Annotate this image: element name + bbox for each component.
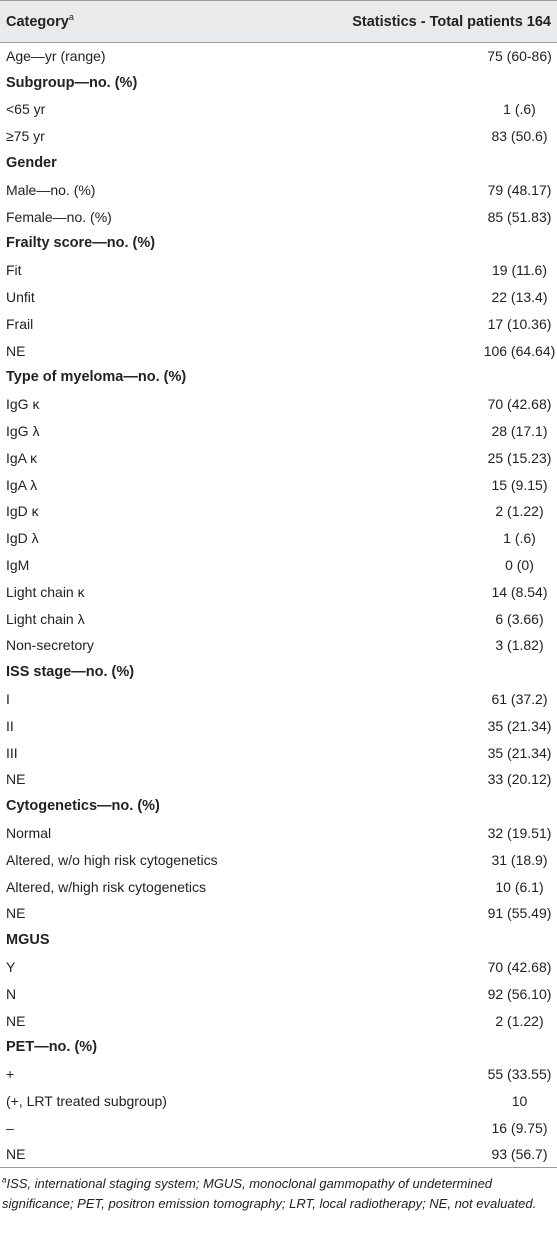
row-label: (+, LRT treated subgroup) bbox=[6, 1092, 167, 1109]
row-label: II bbox=[6, 717, 14, 734]
row-value: 35 (21.34) bbox=[487, 744, 552, 761]
table-row bbox=[0, 1114, 557, 1141]
footnote-marker: a bbox=[2, 1176, 7, 1186]
row-label: + bbox=[6, 1066, 15, 1083]
row-label: IgM bbox=[6, 557, 30, 574]
table-row bbox=[0, 552, 557, 579]
row-value bbox=[310, 230, 557, 257]
category-header-label: Category bbox=[6, 13, 69, 30]
row-label: NE bbox=[6, 1146, 26, 1163]
row-value: 93 (56.7) bbox=[491, 1146, 548, 1163]
row-value: 0 (0) bbox=[505, 557, 534, 574]
table-row bbox=[0, 257, 557, 284]
section-label: Type of myeloma—no. (%) bbox=[6, 369, 187, 386]
row-label: – bbox=[6, 1119, 14, 1136]
row-value bbox=[310, 793, 557, 820]
section-row bbox=[0, 659, 557, 686]
section-row bbox=[0, 1034, 557, 1061]
row-value: 83 (50.6) bbox=[491, 128, 548, 145]
row-value bbox=[310, 927, 557, 954]
table-row bbox=[0, 980, 557, 1007]
table-row bbox=[0, 310, 557, 337]
row-label: Frail bbox=[6, 315, 34, 332]
section-row bbox=[0, 230, 557, 257]
table-row bbox=[0, 1061, 557, 1088]
row-label: <65 yr bbox=[6, 101, 46, 118]
row-value: 31 (18.9) bbox=[491, 851, 548, 868]
row-value bbox=[310, 1034, 557, 1061]
table-row bbox=[0, 1141, 557, 1168]
row-value: 1 (.6) bbox=[503, 530, 536, 547]
section-label: Frailty score—no. (%) bbox=[6, 235, 156, 252]
row-value: 22 (13.4) bbox=[491, 289, 548, 306]
table-footnote bbox=[0, 1168, 557, 1213]
table-row bbox=[0, 123, 557, 150]
row-label: IgD λ bbox=[6, 530, 39, 547]
row-value: 35 (21.34) bbox=[487, 717, 552, 734]
row-label: Light chain κ bbox=[6, 583, 85, 600]
row-label: IgA λ bbox=[6, 476, 38, 493]
section-label: Cytogenetics—no. (%) bbox=[6, 798, 160, 815]
row-value bbox=[310, 69, 557, 96]
row-label: NE bbox=[6, 905, 26, 922]
row-value bbox=[310, 150, 557, 177]
table-row bbox=[0, 96, 557, 123]
row-label: Age—yr (range) bbox=[6, 48, 106, 65]
table-row bbox=[0, 766, 557, 793]
table-row bbox=[0, 284, 557, 311]
row-value bbox=[310, 659, 557, 686]
table-row bbox=[0, 498, 557, 525]
section-label: ISS stage—no. (%) bbox=[6, 664, 135, 681]
row-value: 2 (1.22) bbox=[495, 503, 544, 520]
row-value: 33 (20.12) bbox=[487, 771, 552, 788]
section-row bbox=[0, 69, 557, 96]
row-value: 19 (11.6) bbox=[492, 262, 547, 279]
row-value: 6 (3.66) bbox=[495, 610, 544, 627]
row-value: 70 (42.68) bbox=[487, 396, 552, 413]
row-label: IgG κ bbox=[6, 396, 40, 413]
row-label: NE bbox=[6, 1012, 26, 1029]
row-value: 16 (9.75) bbox=[491, 1119, 548, 1136]
table-row bbox=[0, 418, 557, 445]
row-value: 14 (8.54) bbox=[491, 583, 548, 600]
table-row bbox=[0, 391, 557, 418]
section-label: Subgroup—no. (%) bbox=[6, 74, 138, 91]
row-label: Unfit bbox=[6, 289, 35, 306]
row-label: Non-secretory bbox=[6, 637, 94, 654]
section-label: PET—no. (%) bbox=[6, 1039, 98, 1056]
header-row bbox=[0, 1, 557, 43]
row-value: 17 (10.36) bbox=[487, 315, 552, 332]
table-row bbox=[0, 176, 557, 203]
table-row bbox=[0, 739, 557, 766]
row-value: 55 (33.55) bbox=[487, 1066, 552, 1083]
section-label: Gender bbox=[6, 155, 57, 172]
row-value bbox=[310, 364, 557, 391]
table-row bbox=[0, 846, 557, 873]
section-row bbox=[0, 793, 557, 820]
row-value: 85 (51.83) bbox=[487, 208, 552, 225]
row-label: Male—no. (%) bbox=[6, 181, 96, 198]
row-label: Altered, w/high risk cytogenetics bbox=[6, 878, 206, 895]
table-row bbox=[0, 471, 557, 498]
row-label: Light chain λ bbox=[6, 610, 85, 627]
footnote-marker: a bbox=[68, 11, 74, 22]
table-row bbox=[0, 873, 557, 900]
table-row bbox=[0, 820, 557, 847]
table-row bbox=[0, 1007, 557, 1034]
row-label: IgA κ bbox=[6, 449, 38, 466]
row-value: 28 (17.1) bbox=[491, 423, 548, 440]
table-row bbox=[0, 605, 557, 632]
table-row bbox=[0, 525, 557, 552]
row-label: Normal bbox=[6, 825, 52, 841]
footnote-text: ISS, international staging system; MGUS, monoclonal gammopathy of undetermined significance; PET, positron emission tomography; LRT, local radiotherapy; NE, not evaluated. bbox=[2, 1176, 537, 1211]
section-label: MGUS bbox=[6, 932, 50, 949]
row-label: Fit bbox=[6, 262, 22, 279]
row-label: Female—no. (%) bbox=[6, 208, 112, 225]
table-header bbox=[0, 1, 557, 43]
row-value: 92 (56.10) bbox=[487, 985, 552, 1002]
row-label: N bbox=[6, 985, 17, 1002]
row-label: IgD κ bbox=[6, 503, 39, 520]
row-value: 91 (55.49) bbox=[487, 905, 552, 922]
row-value: 32 (19.51) bbox=[487, 825, 552, 841]
table-row bbox=[0, 632, 557, 659]
table-row bbox=[0, 203, 557, 230]
table-row bbox=[0, 337, 557, 364]
section-row bbox=[0, 150, 557, 177]
row-label: ≥75 yr bbox=[6, 128, 45, 145]
table-row bbox=[0, 444, 557, 471]
row-value: 79 (48.17) bbox=[487, 181, 552, 198]
row-label: NE bbox=[6, 771, 26, 788]
row-value: 75 (60-86) bbox=[487, 48, 552, 65]
row-value: 25 (15.23) bbox=[487, 449, 552, 466]
table-row bbox=[0, 43, 557, 70]
table-row bbox=[0, 954, 557, 981]
row-value: 70 (42.68) bbox=[487, 958, 552, 975]
row-value: 61 (37.2) bbox=[491, 691, 548, 708]
section-row bbox=[0, 364, 557, 391]
row-label: NE bbox=[6, 342, 26, 359]
table-row bbox=[0, 1088, 557, 1115]
category-header bbox=[0, 1, 310, 43]
row-value: 15 (9.15) bbox=[491, 476, 548, 493]
table-row bbox=[0, 900, 557, 927]
table-row bbox=[0, 686, 557, 713]
row-label: Altered, w/o high risk cytogenetics bbox=[6, 851, 218, 868]
row-label: IgG λ bbox=[6, 423, 40, 440]
row-label: III bbox=[6, 744, 18, 761]
row-value: 2 (1.22) bbox=[495, 1012, 544, 1029]
row-label: Y bbox=[6, 958, 16, 975]
row-label: I bbox=[6, 691, 10, 708]
row-value: 10 bbox=[511, 1092, 528, 1109]
table-row bbox=[0, 578, 557, 605]
table-row bbox=[0, 712, 557, 739]
row-value: 106 (64.64) bbox=[483, 342, 556, 359]
section-row bbox=[0, 927, 557, 954]
table-body bbox=[0, 43, 557, 1168]
row-value: 10 (6.1) bbox=[495, 878, 544, 895]
statistics-header: Statistics - Total patients 164 bbox=[352, 13, 551, 30]
row-value: 3 (1.82) bbox=[495, 637, 544, 654]
row-value: 1 (.6) bbox=[503, 101, 536, 118]
